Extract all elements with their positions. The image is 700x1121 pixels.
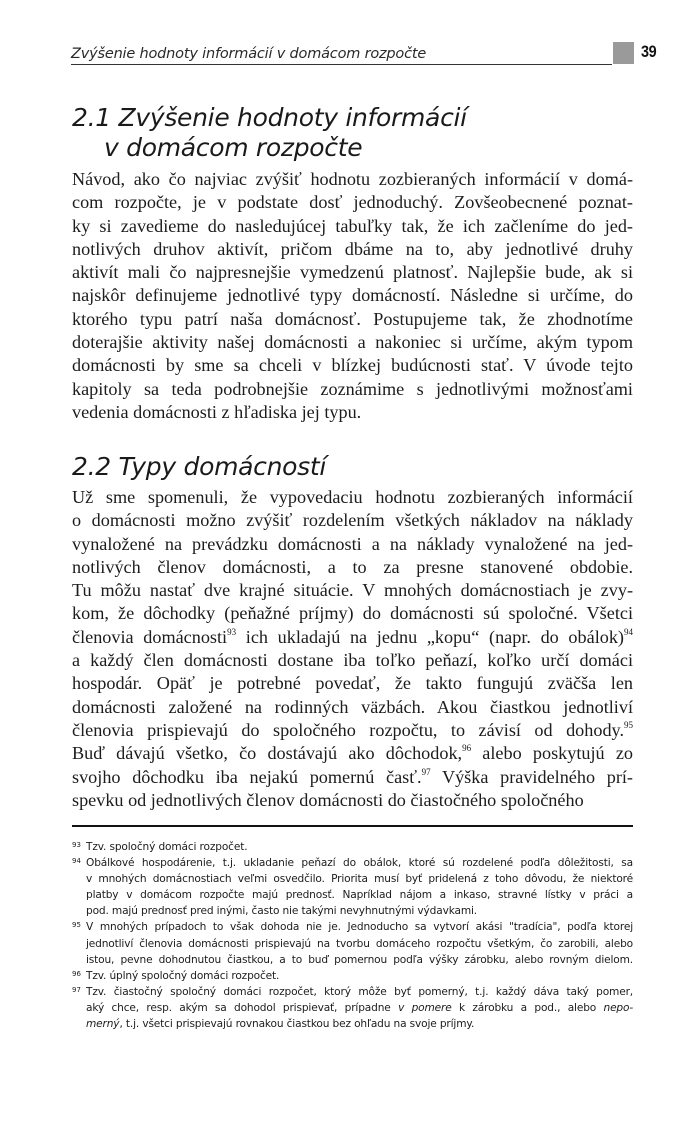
text-line: Návod, ako čo najviac zvýšiť hodnotu zozbieraných informácií v domá- [72,169,633,189]
footnote-96 [72,968,633,984]
section-heading-2-2: 2.2 Typy domácností [72,452,327,481]
footnote-number: 94 [72,857,81,866]
footnote-ref-95[interactable]: 95 [624,719,633,730]
footnote-number: 97 [72,985,81,994]
footnote-line: pod. majú prednosť pred inými, často nie takými nevyhnutnými výdavkami. [86,905,478,918]
text-line [72,626,633,649]
footnote-line: Tzv. čiastočný spoločný domáci rozpočet, ktorý môže byť pomerný, t.j. každý dáva taký pomer, [86,985,633,998]
footnote-number: 95 [72,921,81,930]
footnote-line: Tzv. úplný spoločný domáci rozpočet. [86,969,280,982]
text-line: spevku od jednotlivých členov domácnosti do čiastočného spoločného [72,789,584,810]
footnote-line: istou, pevne dohodnutou čiastkou, a to buď pomernou podľa výšky zárobku, alebo rovným dielom. [86,953,633,966]
text-span: k zárobku a pod., alebo [451,1001,604,1014]
text-line: Tu môžu nastať dve krajné situácie. V mnohých domácnostiach je zvy- [72,580,633,601]
running-header [71,40,612,65]
emphasis: nepo- [603,1001,634,1014]
running-title: Zvýšenie hodnoty informácií v domácom rozpočte [71,46,427,62]
text-span: členovia prispievajú do spoločného rozpočtu, to závisí od dohody. [72,719,624,740]
text-line: doterajšie aktivity našej domácnosti a nakoniec si určíme, akým typom [72,332,633,353]
text-line: vedenia domácnosti z hľadiska jej typu. [72,401,362,422]
footnote-number: 93 [72,841,81,849]
footnote-97 [72,984,633,1032]
footnote-line: jednotliví členovia domácnosti prispievajú na tvorbu domáceho rozpočtu všetkým, čo zarobili, alebo [86,937,633,950]
text-line: ktorého typu patrí naša domácnosť. Postupujeme tak, že zhodnotíme [72,308,633,329]
heading-line-1: 2.1 Zvýšenie hodnoty informácií [72,103,467,132]
footnote-ref-96[interactable]: 96 [462,743,472,754]
text-line: o domácnosti možno zvýšiť rozdelením všetkých nákladov na náklady [72,510,633,531]
footnote-number: 96 [72,969,81,978]
text-span: aký chce, resp. akým sa dohodol prispievať, prípadne [86,1001,399,1014]
text-line: notlivých druhov aktivít, pričom dbáme na to, aby jednotlivé druhy [72,238,633,259]
section-2-2-paragraph [72,486,633,812]
text-line: notlivých členov domácnosti, a to za presne stanovené obdobie. [72,556,633,577]
footnote-line: v mnohých domácnostiach veľmi osvedčilo. Priorita musí byť pridelená z toho dôvodu, že niektoré [86,873,633,886]
text-line [72,719,633,742]
text-line: com rozpočte, je v podstate dosť jednoduchý. Zovšeobecnené poznat- [72,192,633,213]
text-span: , t.j. všetci prispievajú rovnakou čiastkou bez ohľadu na svoje príjmy. [119,1018,475,1031]
footnote-95 [72,919,633,967]
footnote-separator [72,825,633,827]
footnote-line [86,1000,633,1016]
footnote-line: platby v domácom rozpočte majú prednosť. Napríklad nájom a inkaso, stravné lístky v práci a [86,889,633,902]
text-line: a každý člen domácnosti dostane iba toľko peňazí, koľko určí domáci [72,650,633,671]
footnote-ref-97[interactable]: 97 [421,766,431,777]
text-line: kapitoly sa teda podrobnejšie zoznámime s jednotlivými možnosťami [72,378,633,399]
footnote-line: Tzv. spoločný domáci rozpočet. [86,841,248,853]
footnote-ref-93[interactable]: 93 [227,626,237,637]
header-accent-box [613,42,634,64]
text-line: vynaložené na prevádzku domácnosti a na náklady vynaložené na jed- [72,533,633,554]
text-span: alebo poskytujú zo [471,743,633,764]
footnote-line [86,1016,633,1032]
text-line: aktivít mali čo najpresnejšie vymedzenú platnosť. Najlepšie bude, ak si [72,262,633,283]
text-line: Už sme spomenuli, že vypovedaciu hodnotu zozbieraných informácií [72,487,633,507]
text-span: členovia domácnosti [72,626,228,647]
footnote-94 [72,855,633,919]
text-line: kom, že dôchodky (peňažné príjmy) do domácnosti sú spoločné. Všetci [72,603,633,624]
text-line [72,742,633,765]
page-number: 39 [641,42,657,61]
heading-line-2: v domácom rozpočte [104,133,363,162]
footnote-line: V mnohých prípadoch to však dohoda nie je. Jednoducho sa vytvorí akási "tradícia", podľa ktorej [86,921,633,934]
text-span: svojho dôchodku iba nejakú pomernú časť. [72,766,422,787]
text-span: Výška pravidelného prí- [430,766,633,787]
emphasis: v pomere [398,1001,452,1014]
text-span: Buď dávajú všetko, čo dostávajú ako dôchodok, [72,743,463,764]
footnote-ref-94[interactable]: 94 [624,626,633,637]
text-line: ky si zavedieme do nasledujúcej tabuľky tak, že ich začleníme do jed- [72,215,633,236]
text-line [72,766,633,789]
emphasis: merný [86,1018,120,1031]
footnote-93 [72,839,633,855]
footnotes [72,839,633,1032]
text-line: domácnosti založené na rodinných väzbách. Akou čiastkou jednotliví [72,696,633,717]
text-span: ich ukladajú na jednu „kopu“ (napr. do obálok) [236,626,624,647]
text-line: najskôr definujeme jednotlivé typy domácností. Následne si určíme, do [72,285,633,306]
footnote-line: Obálkové hospodárenie, t.j. ukladanie peňazí do obálok, ktoré sú rozdelené podľa dôležitosti, sa [86,857,633,870]
section-heading-2-1 [72,103,467,163]
section-2-1-paragraph [72,168,633,424]
text-line: hospodár. Opäť je potrebné povedať, že takto fungujú zväčša len [72,673,633,694]
text-line: domácnosti by sme sa chceli v blízkej budúcnosti stať. V úvode tejto [72,355,633,376]
